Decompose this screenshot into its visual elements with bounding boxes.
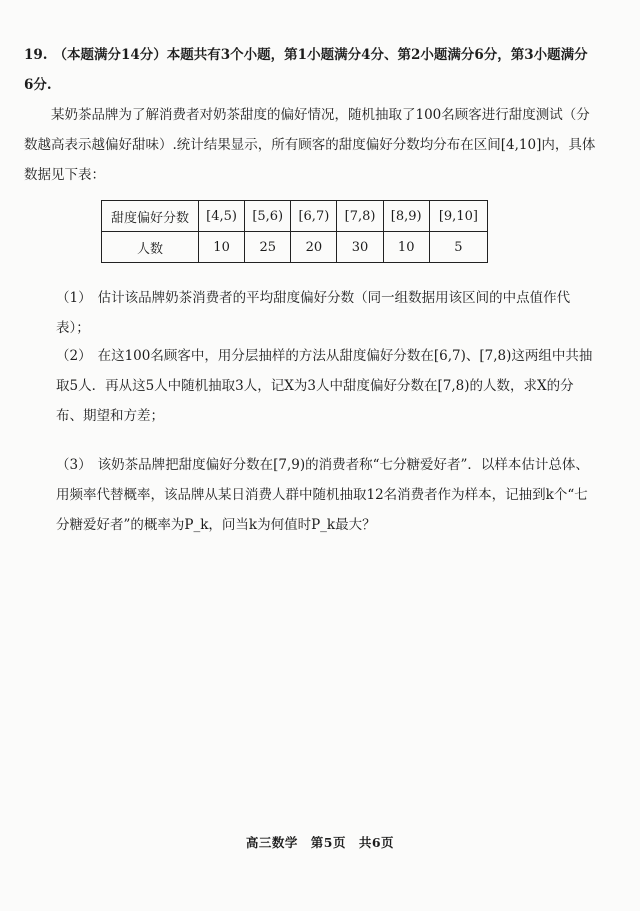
sub-question-body: 该奶茶品牌把甜度偏好分数在[7,9)的消费者称“七分糖爱好者”．以样本估计总体、用频率代替概率，该品牌从某日消费人群中随机抽取12名消费者作为样本，记抽到k个“七分糖爱好者”的概率为P_k，问当k为何值时P_k最大？ [56,457,589,533]
table-cell-interval: [4,5) [199,201,245,232]
sub-question-text [56,450,596,540]
table-cell-interval: [6,7) [291,201,337,232]
table-cell-count: 30 [337,232,383,263]
sub-question-body: 在这100名顾客中，用分层抽样的方法从甜度偏好分数在[6,7)、[7,8)这两组中共抽取5人．再从这5人中随机抽取3人，记X为3人中甜度偏好分数在[7,8)的人数，求X的分布、期望和方差； [56,348,593,424]
table-cell-interval: [5,6) [245,201,291,232]
question-intro [24,100,596,190]
table-row-header: 人数 [102,232,199,263]
sub-question-3 [56,450,596,540]
question-header [24,40,594,100]
sub-question-body: 估计该品牌奶茶消费者的平均甜度偏好分数（同一组数据用该区间的中点值作代表）； [56,290,571,336]
table-cell-count: 10 [199,232,245,263]
table-cell-interval: [9,10] [429,201,487,232]
sub-question-text [56,341,596,431]
table-cell-count: 10 [383,232,429,263]
sub-question-text [56,283,596,343]
sweetness-data-table [101,200,488,263]
question-score-note: （本题满分14分）本题共有3个小题，第1小题满分4分、第2小题满分6分，第3小题满分6分. [24,47,588,93]
sub-question-number: （2） [56,348,92,364]
table-row-counts [102,232,488,263]
table-cell-count: 5 [429,232,487,263]
table-cell-interval: [8,9) [383,201,429,232]
intro-paragraph: 某奶茶品牌为了解消费者对奶茶甜度的偏好情况，随机抽取了100名顾客进行甜度测试（分数越高表示越偏好甜味）.统计结果显示，所有顾客的甜度偏好分数均分布在区间[4,10]内，具体数据见下表： [24,107,596,183]
sub-question-1 [56,283,596,343]
table-cell-interval: [7,8) [337,201,383,232]
sub-question-2 [56,341,596,431]
sub-question-number: （3） [56,457,92,473]
question-number: 19. [24,47,48,63]
table-cell-count: 20 [291,232,337,263]
page-footer [0,833,640,851]
table-row-header: 甜度偏好分数 [102,201,199,232]
footer-subject: 高三数学 [245,835,298,850]
footer-total-pages: 共6页 [358,835,395,850]
sub-question-number: （1） [56,290,92,306]
footer-page-number: 第5页 [310,835,346,850]
table-cell-count: 25 [245,232,291,263]
table-row-intervals [102,201,488,232]
